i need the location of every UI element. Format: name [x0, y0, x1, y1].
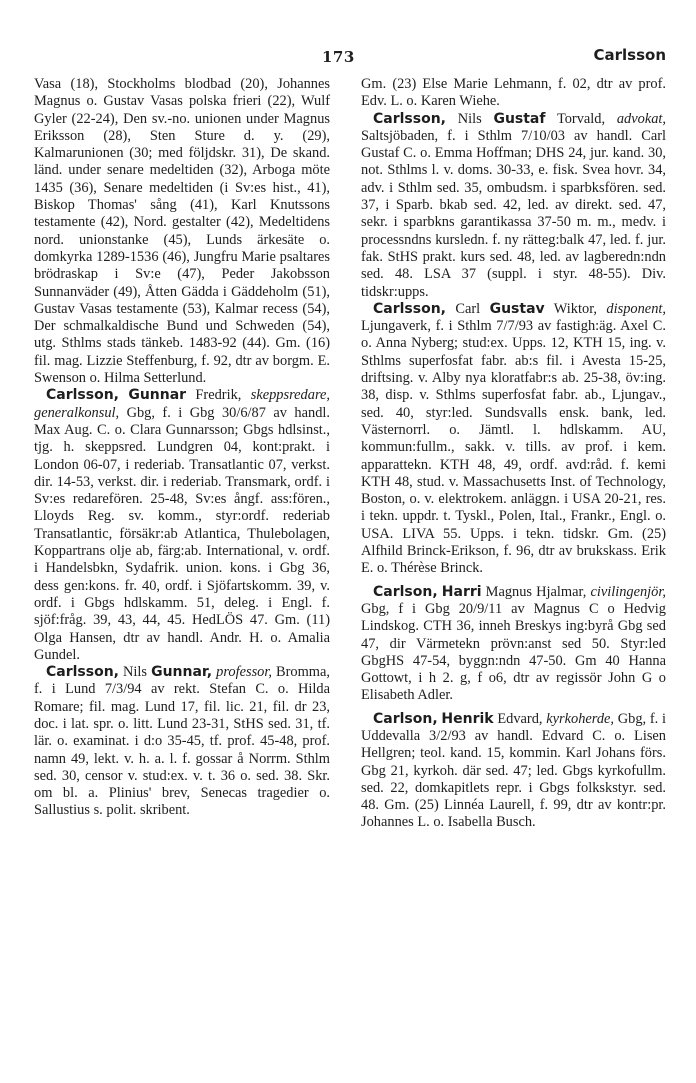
running-head: Carlsson: [593, 46, 666, 64]
entry-given-post: Torvald,: [545, 110, 606, 127]
continuation-text: Vasa (18), Stockholms blodbad (20), Johannes Magnus o. Gustav Vasas polska frieri (22), Wulf Gyler (22-24), Den sv.-no. unionen under Magnus Eriksson (28), Sten Sture d. y. (29), Kalmarunionen (30; med följdskr. 31), De skand. länd. under senare medeltiden (32), Arboga möte 1435 (36), Senare medeltiden (i Sv:es hist., 41), Biskop Thomas' sång (41), Karl Knutssons testamente (42), Nord. gestalter (42), Medeltidens nord. unionstanke (45), Lunds ärkesäte o. domkyrka 1289-1536 (46), Jungfru Marie psaltares brödraskap i Sv:e (47), Peder Jakobsson Sunnanväder (49), Åtten Gädda i Gäddeholm (51), Gustav Vasas testamente (53), Kalmar recess (54), Der schmalkaldische Bund und Schweden (54), utg. Sthlms stads tänkeb. 1483-92 (44). Gm. (16) fil. mag. Lizzie Steffenburg, f. 92, dtr av borgm. E. Swenson o. Hilma Setterlund.: [34, 76, 330, 387]
biography-entry: [361, 301, 666, 578]
entry-title: skeppsredare, generalkonsul,: [34, 387, 330, 421]
entry-title: civilingenjör,: [590, 583, 666, 600]
entry-given-name: Gunnar: [128, 387, 187, 404]
entry-surname: Carlsson,: [373, 300, 446, 317]
entry-given-pre: Carl: [446, 300, 490, 317]
entry-title: kyrkoherde,: [546, 710, 615, 727]
entry-surname: Carlson,: [373, 583, 438, 600]
entry-given-post: Fredrik,: [186, 387, 242, 404]
entry-surname: Carlsson,: [46, 387, 119, 404]
entry-text: Gbg, f i Gbg 20/9/11 av Magnus C o Hedvig Lindskog. CTH 36, inneh Breskys ing:byrå Gbg sed 47, dir Värmetekn prövn:anst sed 50. Styr:led GbgHS 47-54, byggn:ndn 47-50. Gm 40 Hanna Gottowt, i h 2. g, f o6, dtr av regissör John G o Elisabeth Adler.: [361, 600, 666, 704]
entry-text: Ljungaverk, f. i Sthlm 7/7/93 av fastigh:äg. Axel C. o. Anna Nyberg; stud:ex. Upps. 12, KTH 15, ing. v. Sthlms superfosfat fabr. ab:s fil. i Avesta 15-25, driftsing. v. Alby nya kloratfabr:s ab. 25-38, öv:ing. 38, disp. v. Sthlms superfosfat fabr. ab., Ljungav., sed. 40, styr:led. Sundsvalls ensk. bank, led. Västernorrl. o. Jämtl. l. hdlskamm. AU, kommun:fullm., sakk. v. tills. av prof. i kem. apparattekn. KTH 48, 49, ordf. avd:råd. f. kemi KTH 48, stud. v. Massachusetts Inst. of Technology, Boston, o. v. elektrokem. anläggn. i USA 20-21, res. i tekn. uppdr. t. Tyskl., Polen, Ital., Frankr., Engl. o. USA. LIVA 55. Upps. i tekn. tidskr. Gm. (25) Alfhild Brinck-Erikson, f. 96, dtr av brukskass. Erik E. o. Thérèse Brinck.: [361, 318, 666, 577]
entry-given-post: Edvard,: [493, 710, 543, 727]
entry-given-name: Harri: [441, 583, 482, 600]
left-column: [34, 76, 330, 820]
biography-entry: [34, 664, 330, 820]
entry-title: professor,: [216, 664, 272, 681]
right-column: [361, 76, 666, 832]
entry-given-pre: Nils: [119, 664, 152, 681]
entry-given-name: Henrik: [441, 710, 494, 727]
entry-text: Gbg, f. i Gbg 30/6/87 av handl. Max Aug. C. o. Clara Gunnarsson; Gbgs hdlsinst., tjg. h. skeppsred. Lundgren 04, kont:prakt. i London 06-07, i rederiab. Transatlantic 07, verkst. dir. 14-53, verkst. dir. i rederiab. Transmark, ordf. i Sv:es redarefören. 25-48, Sv:es ångf. ass:fören., Lloyds Reg. sv. komm., styr:ordf. rederiab Transatlantic, försäkr:ab Atlantica, Thulebolagen, Koppartrans olje ab, färg:ab. International, v. ordf. i Handelsbkn, Sydafrik. union. kons. i Gbg 36, dess gen:kons. fr. 40, ordf. i Sjöfartskomm. 39, v. ordf. i Gbgs hdlskamm. 51, deleg. i Engl. f. sjöf:fråg. 39, 43, 44, 45. HedLÖS 47. Gm. (11) Olga Hansen, dtr av handl. Andr. H. o. Amalia Gundel.: [34, 404, 330, 663]
entry-given-name: Gunnar,: [151, 664, 213, 681]
entry-given-post: Magnus Hjalmar,: [481, 583, 587, 600]
entry-title: disponent,: [606, 300, 666, 317]
entry-surname: Carlsson,: [373, 110, 446, 127]
entry-text: Saltsjöbaden, f. i Sthlm 7/10/03 av handl. Carl Gustaf C. o. Emma Hoffman; DHS 24, jur. kand. 30, not. Sthlms l. v. doms. 30-33, e. fisk. Svea hovr. 34, adv. i Sthlm sed. 35, ombudsm. i sparbksfören. sed. 37, i Sparb. bkab sed. 42, led. av direkt. sed. 47, sekr. i sparbkns garantikassa 37-50 m. m., medv. i processndns kursledn. f. ny rätteg:balk 47, led. f. jur. fak. StHS prakt. kurs sed. 48, led. av lagberedn:ndn sed. 48. LSA 37 (suppl. i styr. 48-55). Div. tidskr:upps.: [361, 127, 666, 300]
page-number: 173: [322, 48, 355, 66]
entry-surname: Carlson,: [373, 710, 438, 727]
biography-entry: [361, 111, 666, 301]
entry-title: advokat,: [616, 110, 666, 127]
continuation-text: Gm. (23) Else Marie Lehmann, f. 02, dtr av prof. Edv. L. o. Karen Wiehe.: [361, 76, 666, 110]
entry-given-name: Gustav: [489, 300, 545, 317]
entry-text: Bromma, f. i Lund 7/3/94 av rekt. Stefan C. o. Hilda Romare; fil. mag. Lund 17, fil. lic. 21, fil. dr 23, doc. i lat. spr. o. litt. Lund 23-31, StHS sed. 31, tf. lär. o. examinat. i d:o 35-45, tf. prof. 45-48, prof. namn 49, lekt. v. h. a. l. f. gossar å Norrm. Sthlm sed. 30, censor v. stud:ex. v. t. 36 o. sed. 38. Skr. om bl. a. Plinius' brev, Senecas tragedier o. Sallustius s. polit. skribent.: [34, 664, 330, 819]
entry-given-name: Gustaf: [493, 110, 546, 127]
entry-text: Gbg, f. i Uddevalla 3/2/93 av handl. Edvard C. o. Lisen Hellgren; teol. kand. 15, kommin. Karl Johans förs. Gbg 21, kyrkoh. där sed. 47; led. Gbgs kyrkofullm. sed. 22, domkapitlets repr. i Gbgs folkskstyr. sed. 48. Gm. (25) Linnéa Laurell, f. 99, dtr av kontr:pr. Johannes L. o. Isabella Busch.: [361, 710, 666, 831]
biography-entry: [34, 387, 330, 664]
entry-given-post: Wiktor,: [544, 300, 598, 317]
entry-given-pre: Nils: [446, 110, 494, 127]
biography-entry: [361, 711, 666, 832]
biography-entry: [361, 584, 666, 705]
entry-surname: Carlsson,: [46, 664, 119, 681]
